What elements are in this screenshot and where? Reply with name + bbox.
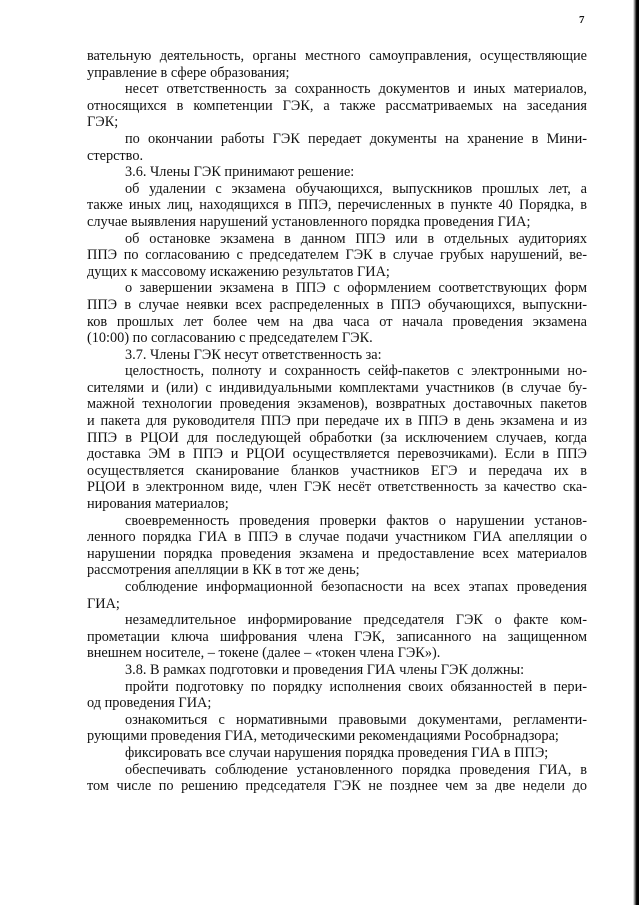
scan-edge — [633, 0, 639, 905]
text-line: мажной технологии проведения экзаменов), возвратных доставочных пакетов — [87, 396, 587, 413]
text-line: внешнем носителе, – токене (далее – «токен члена ГЭК»). — [87, 645, 441, 662]
text-line: том числе по решению председателя ГЭК не позднее чем за две недели до — [87, 778, 587, 795]
text-line: 3.8. В рамках подготовки и проведения ГИА члены ГЭК должны: — [125, 661, 525, 678]
text-line: нарушении порядка проведения экзамена и предоставление всех материалов — [87, 545, 587, 562]
text-line: стерство. — [87, 147, 144, 164]
text-line: осуществляется сканирование бланков участников ЕГЭ и передача их в — [87, 462, 587, 479]
text-line: дущих к массовому искажению результатов ГИА; — [87, 263, 390, 280]
text-line: обеспечивать соблюдение установленного порядка проведения ГИА, в — [125, 761, 587, 778]
text-line: об удалении с экзамена обучающихся, выпускников прошлых лет, а — [125, 180, 587, 197]
text-line: об остановке экзамена в данном ППЭ или в отдельных аудиториях — [125, 230, 587, 247]
text-line: своевременность проведения проверки фактов о нарушении установ- — [125, 512, 587, 529]
text-line: ППЭ в РЦОИ для последующей обработки (за исключением случаев, когда — [87, 429, 587, 446]
text-line: прометации ключа шифрования члена ГЭК, записанного на защищенном — [87, 628, 587, 645]
text-line: пройти подготовку по порядку исполнения своих обязанностей в пери- — [125, 678, 587, 695]
text-line: также иных лиц, находящихся в ППЭ, перечисленных в пункте 40 Порядка, в — [87, 197, 587, 214]
text-line: рующими проведения ГИА, методическими рекомендациями Рособрнадзора; — [87, 728, 559, 745]
text-line: рассмотрения апелляции в КК в тот же день; — [87, 562, 360, 579]
text-line: целостность, полноту и сохранность сейф-пакетов с электронными но- — [125, 363, 587, 380]
text-line: фиксировать все случаи нарушения порядка проведения ГИА в ППЭ; — [125, 744, 549, 761]
text-line: соблюдение информационной безопасности на всех этапах проведения — [125, 579, 587, 595]
text-line: од проведения ГИА; — [87, 695, 212, 712]
text-line: ППЭ в случае неявки всех распределенных в ППЭ обучающихся, выпускни- — [87, 296, 587, 313]
text-line: ленного порядка ГИА в ППЭ в случае подачи участником ГИА апелляции о — [87, 529, 587, 546]
page-number: 7 — [579, 14, 585, 26]
text-line: ППЭ по согласованию с председателем ГЭК в случае грубых нарушений, ве- — [87, 247, 587, 264]
text-line: о завершении экзамена в ППЭ с оформлением соответствующих форм — [125, 280, 587, 297]
text-line: 3.6. Члены ГЭК принимают решение: — [125, 164, 355, 181]
text-line: случае выявления нарушений установленного порядка проведения ГИА; — [87, 213, 531, 230]
text-line: ГИА; — [87, 595, 120, 612]
text-line: ознакомиться с нормативными правовыми документами, регламенти- — [125, 711, 587, 728]
text-line: относящихся в компетенции ГЭК, а также рассматриваемых на заседания — [87, 97, 587, 114]
text-line: и пакета для руководителя ППЭ при передаче их в ППЭ в день экзамена и из — [87, 413, 587, 430]
text-line: (10:00) по согласованию с председателем ГЭК. — [87, 330, 373, 347]
document-body — [87, 48, 587, 795]
text-line: управление в сфере образования; — [87, 64, 290, 81]
text-line: несет ответственность за сохранность документов и иных материалов, — [125, 81, 587, 98]
text-line: ков прошлых лет более чем на два часа от начала проведения экзамена — [87, 313, 587, 330]
text-line: РЦОИ в электронном виде, член ГЭК несёт ответственность за качество ска- — [87, 479, 587, 496]
text-line: по окончании работы ГЭК передает документы на хранение в Мини- — [125, 130, 587, 147]
text-line: доставка ЭМ в ППЭ и РЦОИ осуществляется перевозчиками). Если в ППЭ — [87, 446, 587, 463]
text-line: незамедлительное информирование председателя ГЭК о факте ком- — [125, 612, 587, 629]
text-line: ГЭК; — [87, 114, 119, 131]
text-line: вательную деятельность, органы местного самоуправления, осуществляющие — [87, 48, 587, 64]
text-line: 3.7. Члены ГЭК несут ответственность за: — [125, 346, 382, 363]
text-line: нирования материалов; — [87, 496, 229, 513]
text-line: сителями и (или) с индивидуальными комплектами участников (в случае бу- — [87, 379, 587, 396]
